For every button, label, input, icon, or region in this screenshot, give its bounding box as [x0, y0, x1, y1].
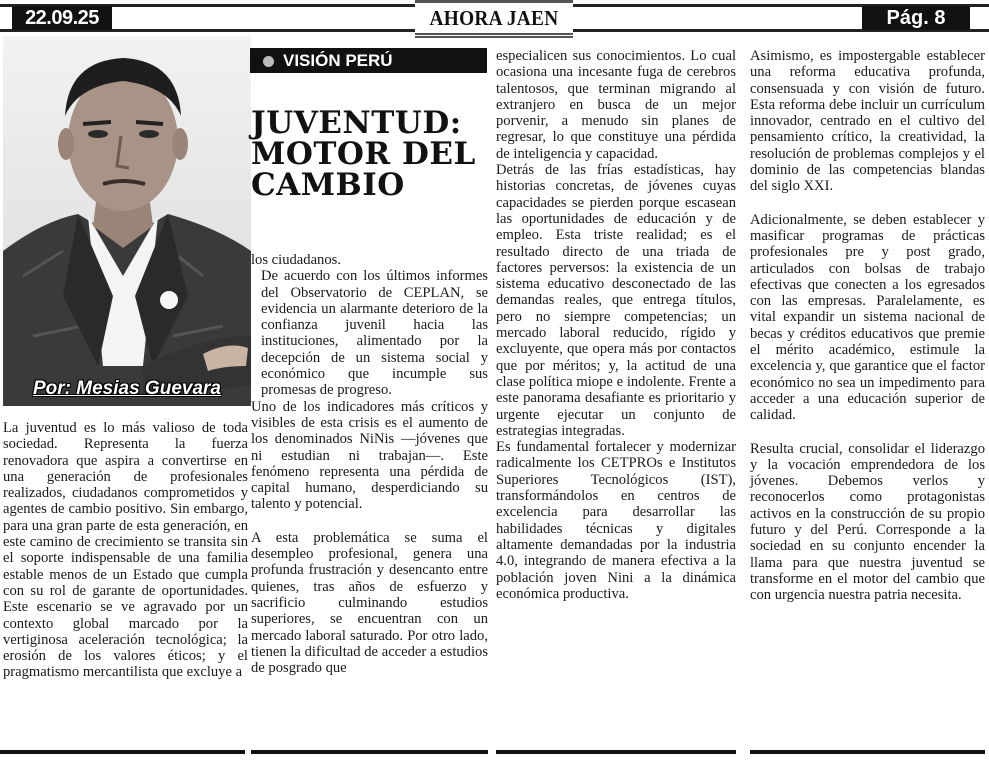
paragraph: Detrás de las frías estadísticas, hay historias concretas, de jóvenes cuyas capacidades se pierden porque escasean las oportunidades de educación y de empleo. Esta triste realidad; es el resultado directo de una triada de factores perversos: la existencia de un sistema educativo desconectado de las demandas reales, que entrega títulos, pero no siempre competencias; un mercado laboral reducido, rígido y excluyente, que opera más por contactos que por méritos; y, la actitud de una clase política miope e indolente. Frente a este panorama desafiante es prioritario y urgente ejecutar un conjunto de estrategias integradas.: [496, 162, 736, 439]
article-column-4: [750, 48, 985, 604]
paragraph: especialicen sus conocimientos. Lo cual ocasiona una incesante fuga de cerebros talentosos, que terminan migrando al extranjero en busca de un mejor porvenir, a menudo sin planes de regresar, lo que constituye una pérdida de inteligencia y capacidad.: [496, 48, 736, 162]
paragraph: A esta problemática se suma el desempleo profesional, genera una profunda frustración y desencanto entre quienes, tras años de esfuerzo y sacrificio culminando estudios superiores, se encuentran con un mercado laboral saturado. Por otro lado, tienen la dificultad de acceder a estudios de posgrado que: [251, 529, 488, 677]
article-column-2: [251, 252, 488, 676]
paragraph: los ciudadanos.: [251, 252, 341, 268]
paragraph: Asimismo, es impostergable establecer una reforma educativa profunda, consensuada y con visión de futuro. Esta reforma debe incluir un currículum innovador, centrado en el cultivo del pensamiento crítico, la creatividad, la resolución de problemas complejos y el dominio de las competencias blandas del siglo XXI.: [750, 48, 985, 195]
page-number: Pág. 8: [862, 6, 970, 30]
author-byline: Por: Mesias Guevara: [33, 378, 221, 399]
paragraph: De acuerdo con los últimos informes del Observatorio de CEPLAN, se evidencia un alarmante deterioro de la confianza juvenil hacia las instituciones, alimentado por la decepción de un sistema social y económico que incumple sus promesas de progreso.: [261, 268, 488, 399]
publication-name: AHORA JAEN: [429, 6, 559, 30]
bullet-dot-icon: [263, 56, 274, 67]
bottom-rule: [496, 750, 736, 754]
section-label: VISIÓN PERÚ: [283, 51, 393, 70]
author-photo: [3, 36, 251, 406]
paragraph: Es fundamental fortalecer y modernizar radicalmente los CETPROs e Institutos Superiores Tecnológicos (IST), transformándolos en centros de excelencia para desarrollar las habilidades técnicas y digitales altamente demandadas por la industria 4.0, integrando de manera efectiva a la población joven Nini a la dinámica económica productiva.: [496, 439, 736, 602]
masthead: [415, 0, 573, 38]
issue-date: 22.09.25: [12, 6, 112, 30]
paragraph: Adicionalmente, se deben establecer y masificar programas de prácticas profesionales pre y post grado, articulados con bolsas de trabajo efectivas que conecten a los egresados con las empresas. Paralelamente, es vital expandir un sistema nacional de becas y créditos educativos que premie el mérito académico, estimule la excelencia y, que garantice que el factor económico no sea un impedimento para acceder a una educación superior de calidad.: [750, 211, 985, 424]
section-tag: [250, 48, 487, 73]
portrait-illustration: [3, 36, 251, 406]
article-headline: [251, 105, 491, 203]
headline-line: JUVENTUD:: [251, 105, 462, 141]
bottom-rule: [251, 750, 488, 754]
paragraph: Resulta crucial, consolidar el liderazgo y la vocación emprendedora de los jóvenes. Debemos verlos y reconocerlos como protagonistas activos en la construcción de su propio futuro y del Perú. Corresponde a la sociedad en su conjunto encender la llama para que nuestra juventud se transforme en el motor del cambio que con urgencia nuestra patria necesita.: [750, 440, 985, 604]
bottom-rule: [750, 750, 985, 754]
paragraph: Uno de los indicadores más críticos y visibles de esta crisis es el aumento de los denominados NiNis —jóvenes que ni estudian ni trabajan—. Este fenómeno representa una pérdida de capital humano, desperdiciando su talento y potencial.: [251, 398, 488, 513]
paragraph: La juventud es lo más valioso de toda sociedad. Representa la fuerza renovadora que aspira a convertirse en una generación de profesionales realizados, ciudadanos comprometidos y agentes de cambio positivo. Sin embargo, para una gran parte de esta generación, en este camino de crecimiento se transita sin el soporte indispensable de una familia estable menos de un Estado que cumpla con su rol de garante de oportunidades. Este escenario se ve agravado por un contexto global marcado por la vertiginosa aceleración tecnológica; la erosión de los valores éticos; y el pragmatismo mercantilista que excluye a: [3, 420, 248, 681]
article-column-3: [496, 48, 736, 602]
bottom-rule: [0, 750, 245, 754]
headline-line: MOTOR DEL: [251, 136, 476, 172]
article-column-1: [3, 420, 248, 681]
headline-line: CAMBIO: [251, 167, 405, 203]
